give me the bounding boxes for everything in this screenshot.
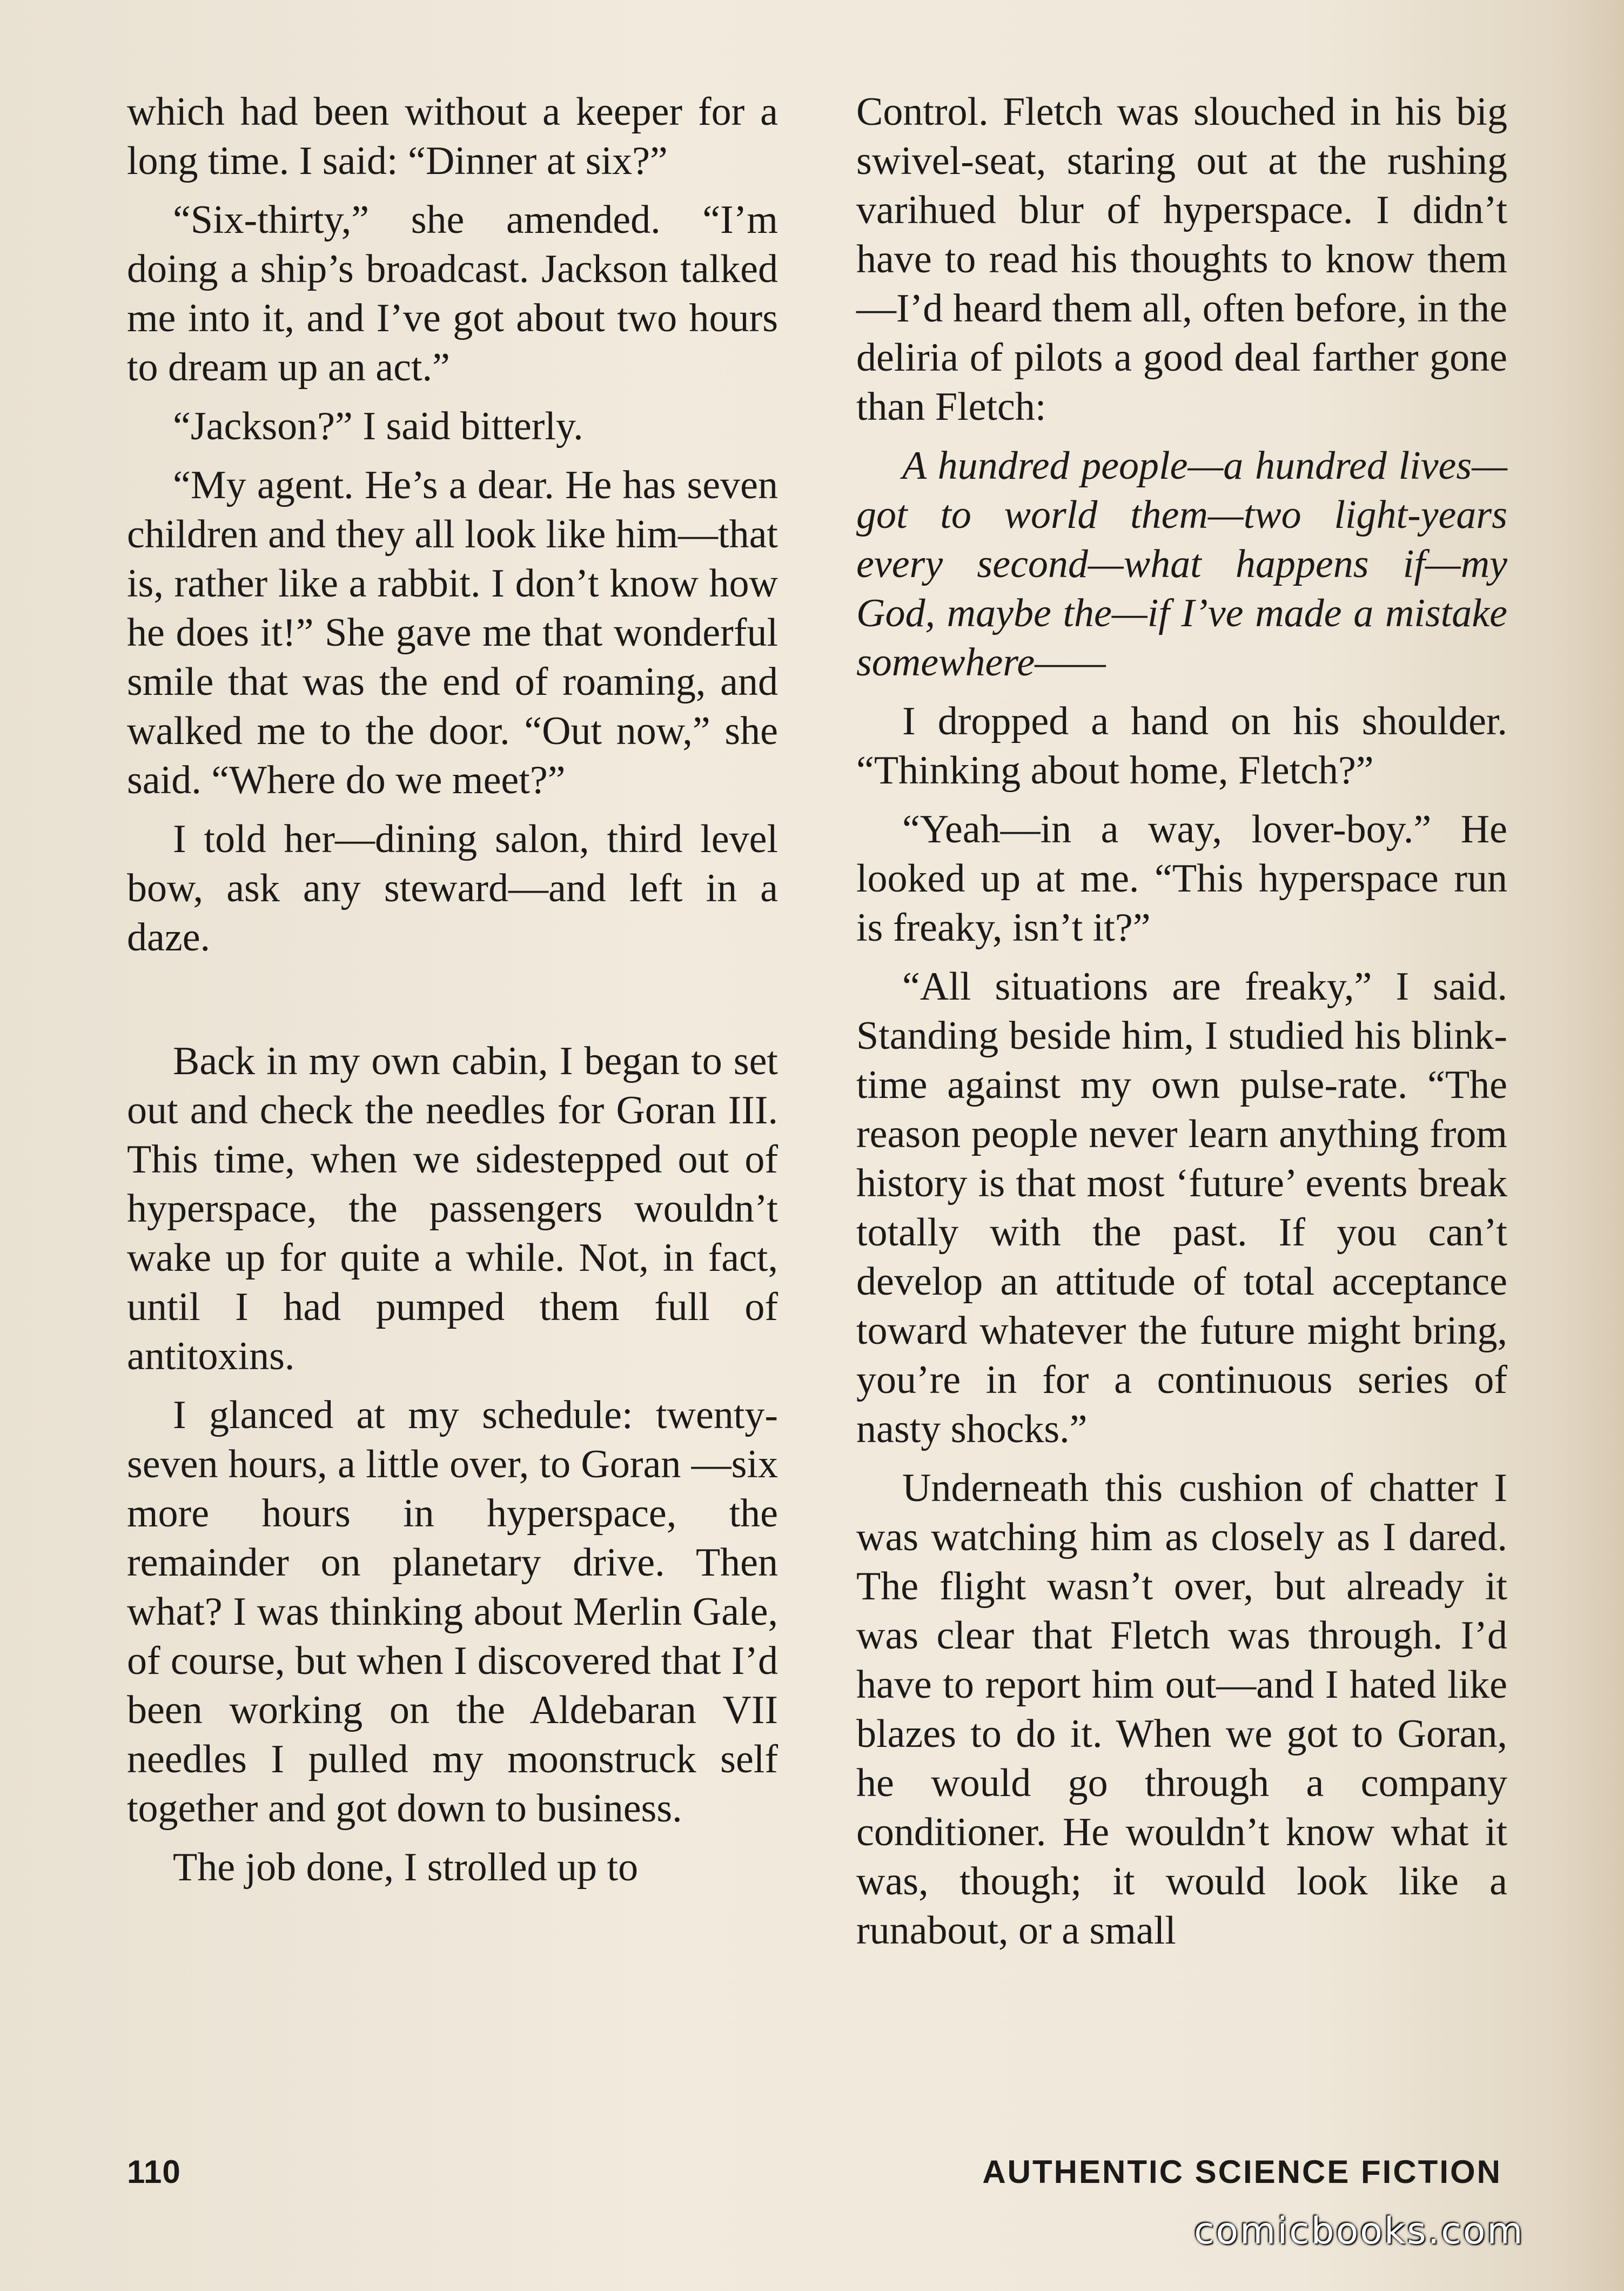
left-text-column xyxy=(127,88,778,1902)
paragraph: Control. Fletch was slouched in his big swivel-seat, staring out at the rushing varihued blur of hyperspace. I didn’t have to read his thoughts to know them—I’d heard them all, often before, in the deliria of pilots a good deal farther gone than Fletch: xyxy=(856,90,1507,429)
page-number: 110 xyxy=(127,2154,181,2190)
paragraph: Back in my own cabin, I began to set out and check the needles for Goran III. This time, when we sidestepped out of hyperspace, the passengers wouldn’t wake up for quite a while. Not, in fact, until I had pumped them full of antitoxins. xyxy=(127,1039,778,1378)
right-text-column xyxy=(856,88,1507,1965)
paragraph: I dropped a hand on his shoulder. “Thinking about home, Fletch?” xyxy=(856,699,1507,793)
paragraph: “Yeah—in a way, lover-boy.” He looked up at me. “This hyperspace run is freaky, isn’t it?” xyxy=(856,807,1507,950)
section-break xyxy=(127,972,778,1037)
italic-thought-paragraph: A hundred people—a hundred lives—got to world them—two light-years every second—what happens if—my God, maybe the—if I’ve made a mistake somewhere—— xyxy=(856,444,1507,685)
paragraph: which had been without a keeper for a long time. I said: “Dinner at six?” xyxy=(127,90,778,183)
running-footer-title: AUTHENTIC SCIENCE FICTION xyxy=(982,2154,1502,2190)
paragraph: “All situations are freaky,” I said. Standing beside him, I studied his blink-time against my own pulse-rate. “The reason people never learn anything from history is that most ‘future’ events break totally with the past. If you can’t develop an attitude of total acceptance toward whatever the future might bring, you’re in for a continuous series of nasty shocks.” xyxy=(856,964,1507,1451)
paragraph: The job done, I strolled up to xyxy=(173,1845,639,1890)
paragraph: “My agent. He’s a dear. He has seven children and they all look like him—that is, rather like a rabbit. I don’t know how he does it!” She gave me that wonderful smile that was the end of roaming, and walked me to the door. “Out now,” she said. “Where do we meet?” xyxy=(127,463,778,802)
paragraph: “Jackson?” I said bitterly. xyxy=(173,404,583,448)
paragraph: “Six-thirty,” she amended. “I’m doing a ship’s broadcast. Jackson talked me into it, and I’ve got about two hours to dream up an act.” xyxy=(127,198,778,390)
paragraph: I told her—dining salon, third level bow, ask any steward—and left in a daze. xyxy=(127,817,778,960)
paragraph: Underneath this cushion of chatter I was watching him as closely as I dared. The flight wasn’t over, but already it was clear that Fletch was through. I’d have to report him out—and I hated like blazes to do it. When we got to Goran, he would go through a company conditioner. He wouldn’t know what it was, though; it would look like a runabout, or a small xyxy=(856,1466,1507,1953)
paragraph: I glanced at my schedule: twenty-seven hours, a little over, to Goran —six more hours in hyperspace, the remainder on planetary drive. Then what? I was thinking about Merlin Gale, of course, but when I discovered that I’d been working on the Aldebaran VII needles I pulled my moonstruck self together and got down to business. xyxy=(127,1393,778,1831)
watermark: comicbooks.com xyxy=(1194,2210,1525,2253)
